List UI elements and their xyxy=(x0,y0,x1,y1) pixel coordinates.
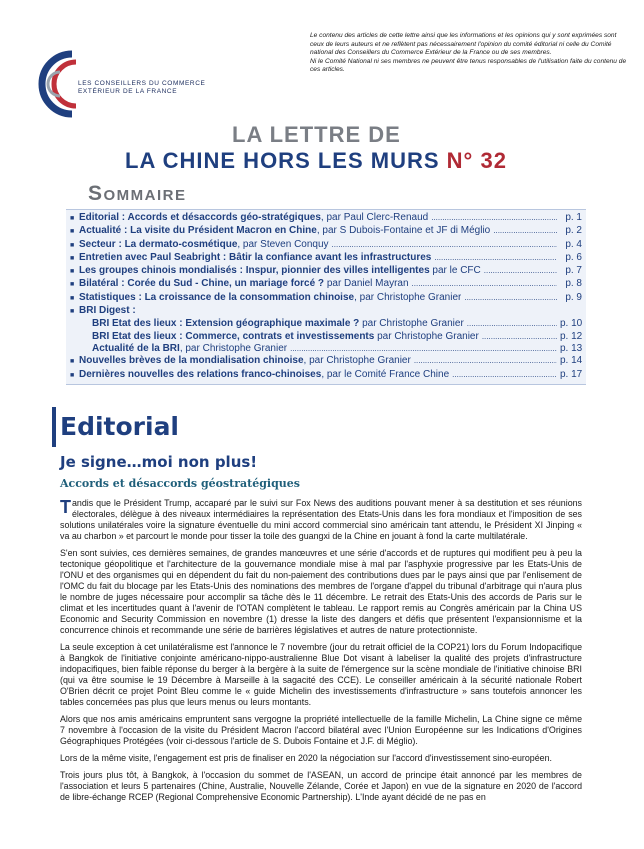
toc-item[interactable] xyxy=(70,212,582,225)
sommaire-heading: Sommaire xyxy=(88,182,187,205)
toc-item-title: Nouvelles brèves de la mondialisation chinoise xyxy=(79,355,304,367)
toc-leader xyxy=(431,212,557,224)
toc-item[interactable] xyxy=(70,318,582,330)
toc-item-author: , par le Comité France Chine xyxy=(321,368,450,380)
toc-item-title: Bilatéral : Corée du Sud - Chine, un mariage forcé ? xyxy=(79,278,325,290)
disclaimer-text: Ni le Comité National ni ses membres ne peuvent être tenus responsables de l'utilisation faite du contenu de ces articles. xyxy=(310,57,627,74)
toc-item[interactable] xyxy=(70,369,582,382)
toc-item-page: p. 4 xyxy=(565,238,582,250)
paragraph: Alors que nos amis américains empruntent sans vergogne la propriété intellectuelle de la famille Michelin, La Chine signe ce même 7 novembre à l'occasion de la visite du Président Macron l'accord bilatéral avec l'Union Européenne sur les Indications d'Origines Géographiques Protégées (voir ci-dessous l'article de S. Dubois Fontaine et J.F. di Méglio). xyxy=(60,714,582,746)
toc-item-page: p. 9 xyxy=(565,291,582,303)
toc-item-text xyxy=(79,305,136,317)
issue-number: N° 32 xyxy=(446,148,507,173)
toc-item-text xyxy=(79,265,481,277)
editorial-kicker: Accords et désaccords géostratégiques xyxy=(60,477,300,490)
logo-text xyxy=(78,80,205,96)
toc-item-text xyxy=(79,212,428,224)
toc-leader xyxy=(434,252,557,264)
newsletter-title-line2 xyxy=(125,148,507,174)
editorial-body xyxy=(60,494,582,809)
bullet-icon: ■ xyxy=(70,371,75,379)
toc-item-page: p. 13 xyxy=(560,342,583,354)
toc-item-title: Les groupes chinois mondialisés : Inspur, pionnier des villes intelligentes xyxy=(79,265,430,277)
toc-item-title: Actualité : La visite du Président Macron en Chine xyxy=(79,225,317,237)
toc-leader xyxy=(412,278,557,290)
toc-item[interactable] xyxy=(70,252,582,265)
toc-leader xyxy=(414,355,557,367)
newsletter-title-line1: LA LETTRE DE xyxy=(232,122,401,147)
toc-item-page: p. 10 xyxy=(560,318,583,330)
bullet-icon: ■ xyxy=(70,254,75,262)
toc-item-title: Statistiques : La croissance de la consommation chinoise xyxy=(79,291,355,303)
toc-item-page: p. 12 xyxy=(560,330,583,342)
paragraph: Trois jours plus tôt, à Bangkok, à l'occasion du sommet de l'ASEAN, un accord de principe était annoncé par les membres de l'association et leurs 5 partenaires (Chine, Australie, Nouvelle Zélande, Corée et Japon) en vue de la signature en 2020 de l'accord de libre-échange RCEP (Regional Comprehensive Economic Partnership). L'Inde ayant décidé de ne pas en xyxy=(60,770,582,802)
paragraph xyxy=(60,498,582,542)
toc-leader xyxy=(290,343,557,355)
toc-leader xyxy=(493,225,557,237)
paragraph: S'en sont suivies, ces dernières semaines, de grandes manœuvres et une série d'accords et de ruptures qui modifient peu à peu la tectonique géopolitique et l'architecture de la gouvernance mondiale mise à mal par l'asphyxie progressive par les Etats-Unis de l'ONU et des organismes qui en dépendent du fait du non-paiement des contributions dues par le pays ainsi que par l'enlisement de l'OMC du fait du blocage par les Etats-Unis des nominations des membres de l'organe d'appel du tribunal d'arbitrage qui n'aura plus le nombre de juges nécessaire pour accomplir sa tâche dès le 11 décembre. Le retrait des Etats-Unis des accords de Paris sur le climat et les incertitudes quant à l'avenir de l'OTAN complètent le tableau. Le rapport remis au Congrès américain par la China US Economic and Security Commission en novembre (1) dresse la liste des dangers et défis que présentent l'expansionnisme et la concurrence chinois et recommande une série de barrières législatives et autres de nature protectionniste. xyxy=(60,548,582,635)
toc-item[interactable] xyxy=(70,331,582,343)
toc-item[interactable] xyxy=(70,278,582,291)
bullet-icon: ■ xyxy=(70,241,75,249)
toc-item[interactable] xyxy=(70,292,582,305)
bullet-icon: ■ xyxy=(70,358,75,366)
bullet-icon: ■ xyxy=(70,228,75,236)
toc-item-title: BRI Etat des lieux : Commerce, contrats et investissements xyxy=(92,330,375,342)
logo-line2: EXTÉRIEUR DE LA FRANCE xyxy=(78,88,178,95)
toc-item-text xyxy=(79,239,329,251)
editorial-heading: Editorial xyxy=(60,412,180,441)
toc-item-author: , par Christophe Granier xyxy=(354,291,462,303)
toc-item[interactable] xyxy=(70,355,582,368)
toc-item-author: , par Paul Clerc-Renaud xyxy=(320,212,429,223)
disclaimer xyxy=(310,32,630,75)
toc-item-title: Entretien avec Paul Seabright : Bâtir la confiance avant les infrastructures xyxy=(79,251,432,263)
toc-item-title: Editorial : Accords et désaccords géo-stratégiques xyxy=(79,212,321,223)
toc-item-title: Actualité de la BRI xyxy=(92,342,180,354)
toc-item-text xyxy=(92,331,479,343)
toc-item-author: par Daniel Mayran xyxy=(324,278,409,290)
toc-leader xyxy=(467,318,557,330)
toc-item-title: Dernières nouvelles des relations franco-chinoises xyxy=(79,368,322,380)
paragraph-text: andis que le Président Trump, accaparé par le suivi sur Fox News des auditions pouvant mener à sa destitution et ses réunions électorales, délègue à des niveaux intermédiaires la représentation des Etats-Unis dans les fora mondiaux et l'imposition de ses solutions unilatérales voire la signature éventuelle du mini accord commercial sino américain tant attendu, le Président XI Jinping « va au charbon » et parcourt le monde pour tisser la toile des guangxi de la Chine en jouant à fond la carte multilatérale. xyxy=(60,498,582,541)
paragraph: La seule exception à cet unilatéralisme est l'annonce le 7 novembre (jour du retrait officiel de la COP21) lors du Forum Indopacifique à Bangkok de l'initiative conjointe américano-nippo-australienne Blue Dot visant à labeliser la qualité des projets d'infrastructure indopacifiques, bien faible réponse du berger à la bergère à la suite de l'émergence sur la scène mondiale de l'initiative chinoise BRI (qui va être soumise le 19 Décembre à Marseille à la sagacité des CCE). Le conseiller américain à la sécurité nationale Robert O'Brien décrit ce projet Point Bleu comme le « guide Michelin des investissements d'infrastructure » sans toutefois annoncer les tables concernées pas plus que leurs menus ou leurs montants. xyxy=(60,642,582,707)
toc-item[interactable] xyxy=(70,305,582,318)
toc-item-text xyxy=(79,278,409,290)
toc-leader xyxy=(464,292,557,304)
toc-item[interactable] xyxy=(70,343,582,355)
toc-item-text xyxy=(79,225,490,237)
toc-item-author: , par Christophe Granier xyxy=(303,355,411,367)
toc-item-title: BRI Digest : xyxy=(79,305,136,317)
toc-item-author: par Christophe Granier xyxy=(359,318,464,330)
bullet-icon: ■ xyxy=(70,294,75,302)
toc-item-author: , par S Dubois-Fontaine et JF di Méglio xyxy=(316,225,491,237)
toc-item-text xyxy=(92,318,464,330)
editorial-accent-bar xyxy=(52,407,56,447)
bullet-icon: ■ xyxy=(70,281,75,289)
bullet-icon: ■ xyxy=(70,268,75,276)
toc-item-author: , par Christophe Granier xyxy=(179,342,288,354)
toc-leader xyxy=(332,239,557,251)
toc-item-title: Secteur : La dermato-cosmétique xyxy=(79,238,238,250)
bullet-icon: ■ xyxy=(70,215,75,222)
toc-item-page: p. 14 xyxy=(560,355,583,367)
toc-item-text xyxy=(79,355,411,367)
disclaimer-text: Le contenu des articles de cette lettre ainsi que les informations et les opinions qui y sont exprimées sont ceux de leurs auteurs et ne reflètent pas nécessairement l'opinion du comité éditorial ni celle du Comité national des Conseillers du Commerce Extérieur de la France ou de ses membres. xyxy=(310,32,617,57)
table-of-contents xyxy=(66,209,586,385)
toc-item[interactable] xyxy=(70,265,582,278)
toc-leader xyxy=(484,265,557,277)
toc-item-author: par le CFC xyxy=(429,265,481,277)
toc-item[interactable] xyxy=(70,225,582,238)
logo-line1: LES CONSEILLERS DU COMMERCE xyxy=(78,80,206,87)
toc-item[interactable] xyxy=(70,239,582,252)
toc-item-page: p. 17 xyxy=(560,368,583,380)
toc-item-text xyxy=(79,292,461,304)
toc-item-author: , par Steven Conquy xyxy=(237,238,329,250)
toc-item-page: p. 1 xyxy=(565,212,582,223)
toc-item-page: p. 8 xyxy=(565,278,582,290)
toc-item-author: par Christophe Granier xyxy=(374,330,479,342)
toc-item-text xyxy=(92,343,287,355)
bullet-icon: ■ xyxy=(70,308,75,316)
toc-item-title: BRI Etat des lieux : Extension géographique maximale ? xyxy=(92,318,360,330)
toc-item-text xyxy=(79,369,449,381)
toc-item-page: p. 6 xyxy=(565,251,582,263)
newsletter-title: LA CHINE HORS LES MURS xyxy=(125,148,440,173)
toc-leader xyxy=(482,331,557,343)
paragraph: Lors de la même visite, l'engagement est pris de finaliser en 2020 la négociation sur l'accord d'investissement sino-européen. xyxy=(60,753,552,763)
toc-item-page: p. 2 xyxy=(565,225,582,237)
editorial-subtitle: Je signe…moi non plus! xyxy=(60,453,258,471)
dropcap: T xyxy=(60,497,71,517)
toc-leader xyxy=(452,369,557,381)
toc-item-text xyxy=(79,252,431,264)
toc-item-page: p. 7 xyxy=(565,265,582,277)
